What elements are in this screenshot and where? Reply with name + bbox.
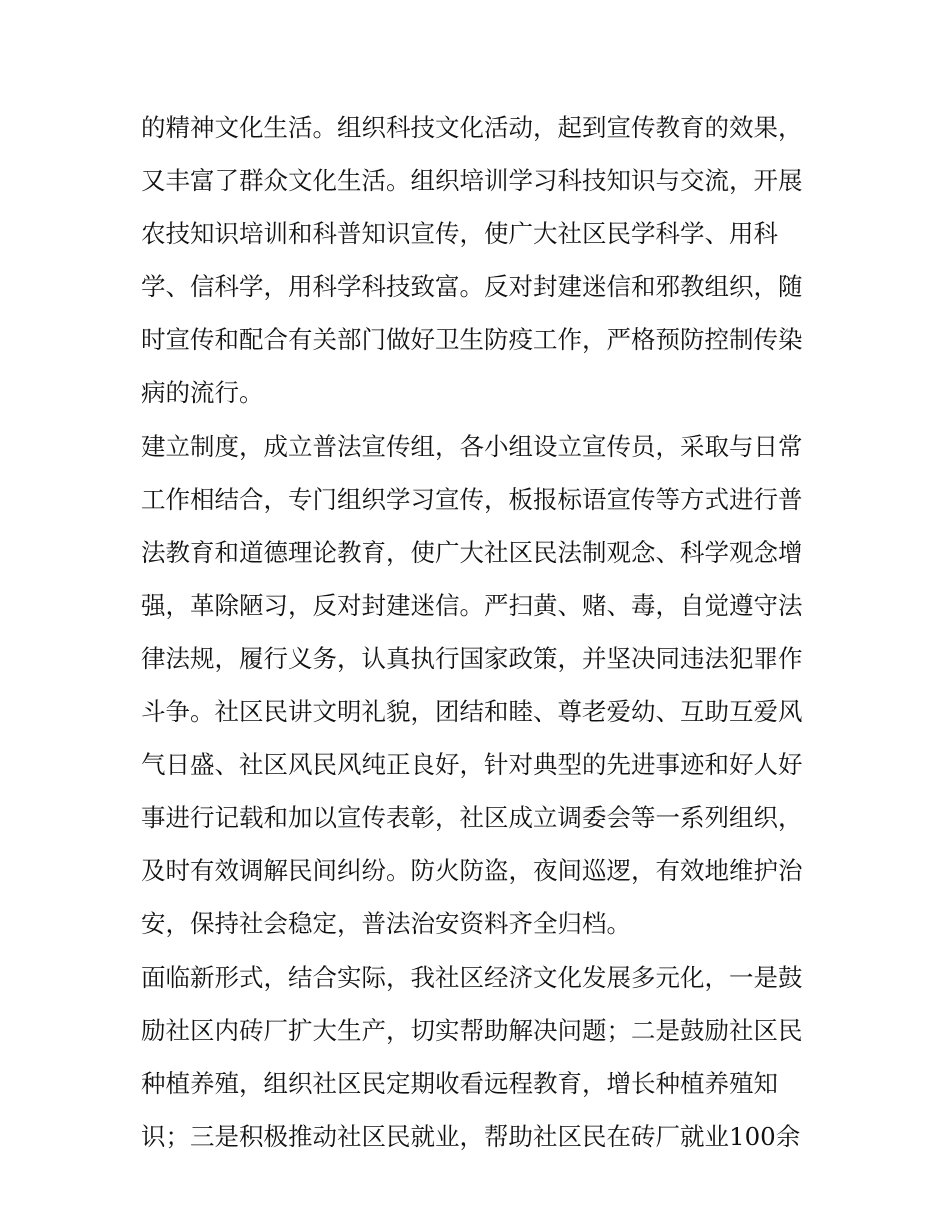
text-line: 面临新形式，结合实际，我社区经济文化发展多元化，一是鼓	[141, 962, 803, 992]
text-line: 又丰富了群众文化生活。组织培训学习科技知识与交流，开展	[141, 166, 803, 196]
text-line: 种植养殖，组织社区民定期收看远程教育，增长种植养殖知	[141, 1068, 778, 1098]
text-line: 及时有效调解民间纠纷。防火防盗，夜间巡逻，有效地维护治	[141, 856, 803, 886]
text-line: 安，保持社会稳定，普法治安资料齐全归档。	[141, 909, 631, 939]
text-line: 病的流行。	[141, 378, 264, 408]
text-line: 励社区内砖厂扩大生产，切实帮助解决问题；二是鼓励社区民	[141, 1015, 803, 1045]
text-line: 强，革除陋习，反对封建迷信。严扫黄、赌、毒，自觉遵守法	[141, 590, 803, 620]
text-line: 气日盛、社区风民风纯正良好，针对典型的先进事迹和好人好	[141, 750, 803, 780]
text-line: 律法规，履行义务，认真执行国家政策，并坚决同违法犯罪作	[141, 643, 803, 673]
text-line: 学、信科学，用科学科技致富。反对封建迷信和邪教组织，随	[141, 272, 803, 302]
text-line: 识；三是积极推动社区民就业，帮助社区民在砖厂就业100余	[141, 1121, 801, 1151]
text-line: 事进行记载和加以宣传表彰，社区成立调委会等一系列组织，	[141, 803, 803, 833]
body-text	[141, 101, 816, 1163]
text-line: 建立制度，成立普法宣传组，各小组设立宣传员，采取与日常	[141, 431, 803, 461]
text-line: 时宣传和配合有关部门做好卫生防疫工作，严格预防控制传染	[141, 325, 803, 355]
paragraph-culture	[141, 101, 816, 420]
paragraph-economy	[141, 951, 816, 1163]
text-line: 斗争。社区民讲文明礼貌，团结和睦、尊老爱幼、互助互爱风	[141, 697, 803, 727]
paragraph-legal-education	[141, 420, 816, 951]
text-line: 工作相结合，专门组织学习宣传，板报标语宣传等方式进行普	[141, 484, 803, 514]
text-line: 农技知识培训和科普知识宣传，使广大社区民学科学、用科	[141, 219, 778, 249]
text-line: 法教育和道德理论教育，使广大社区民法制观念、科学观念增	[141, 537, 803, 567]
text-line: 的精神文化生活。组织科技文化活动，起到宣传教育的效果，	[141, 113, 803, 142]
